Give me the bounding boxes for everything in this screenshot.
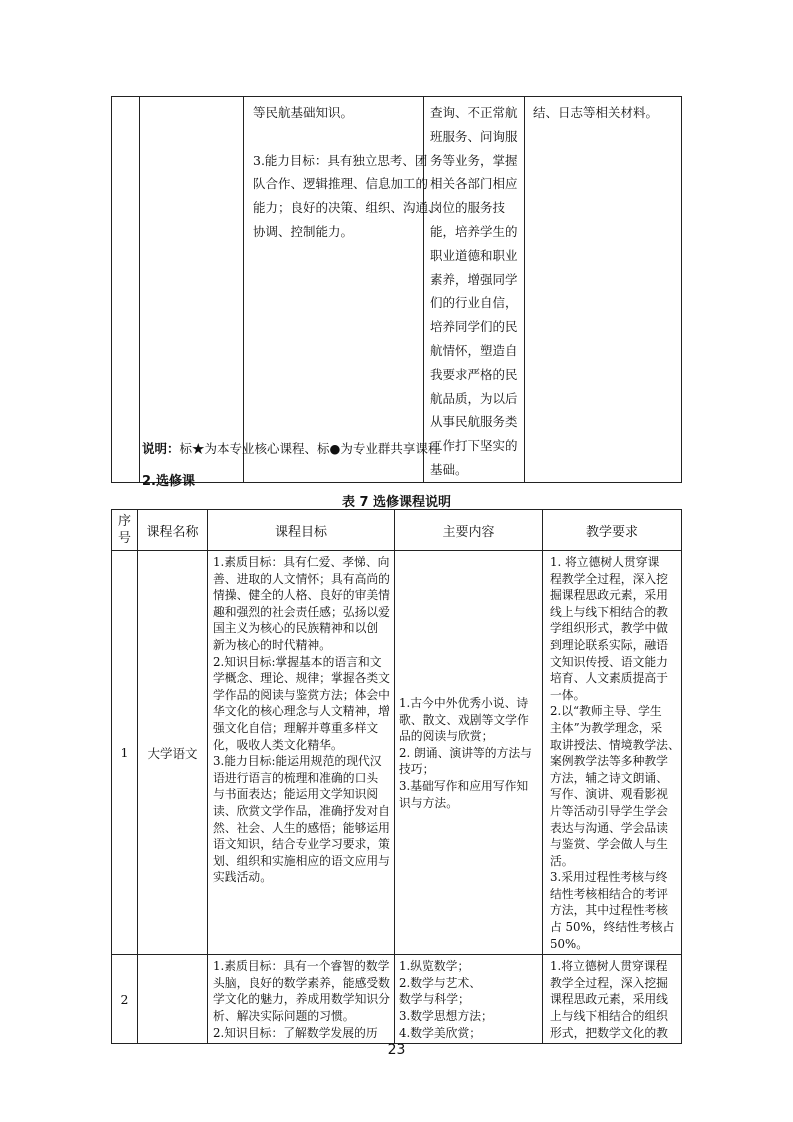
text-line: 学作品的阅读与鉴赏方法；体会中 (213, 687, 390, 702)
text-line: 程教学全过程，深入挖 (550, 571, 668, 586)
course-requirements-text (525, 97, 681, 125)
text-line: 1.素质目标：具有仁爱、孝悌、向 (213, 555, 390, 569)
text-line: 素养，增强同学 (430, 271, 518, 287)
text-line: 方法，辅之诗文朗诵、 (550, 770, 668, 785)
text-line: 形式，把数学文化的教 (550, 1025, 668, 1040)
table-caption: 表 7 选修课程说明 (341, 495, 452, 510)
course-content-cell (395, 551, 543, 955)
text-line: 从事民航服务类 (430, 414, 518, 430)
header-course-name: 课程名称 (138, 510, 208, 551)
text-line: 1. 将立德树人贯穿课 (550, 555, 660, 569)
header-teaching-requirements: 教学要求 (543, 510, 682, 551)
course-content-text (424, 97, 524, 482)
text-line: 实践活动。 (213, 870, 272, 885)
elective-course-table (111, 509, 682, 1044)
text-line: 3.能力目标:能运用规范的现代汉 (213, 754, 382, 769)
text-line: 2.以“教师主导、学生 (550, 704, 662, 719)
text-line: 析、解决实际问题的习惯。 (213, 1009, 355, 1024)
text-line: 歌、散文、戏剧等文学作 (399, 712, 529, 727)
text-line: 识与方法。 (399, 795, 458, 810)
text-line: 语进行语言的梳理和准确的口头 (213, 770, 379, 785)
text-line: 3.基础写作和应用写作知 (399, 779, 529, 794)
table-row (112, 955, 682, 1044)
text-line: 航情怀，塑造自 (430, 342, 518, 358)
text-line: 1.将立德树人贯穿课程 (550, 959, 668, 974)
text-line: 学文化的魅力，养成用数学知识分 (213, 992, 390, 1007)
text-line: 学概念、理论、规律；掌握各类文 (213, 671, 390, 686)
course-goals-cell (244, 97, 441, 483)
text-line: 表达与沟通、学会品读 (550, 820, 668, 835)
text-line: 国主义为核心的民族精神和以创 (213, 621, 379, 636)
text-line: 到理论联系实际，融语 (550, 637, 668, 652)
text-line: 化，吸收人类文化精华。 (213, 737, 343, 752)
text-line: 写作、演讲、观看影视 (550, 787, 668, 802)
course-requirements-text (543, 955, 681, 1043)
course-goals-text (208, 955, 394, 1043)
course-requirements-cell (525, 97, 682, 483)
text-line: 50%。 (550, 936, 589, 951)
text-line: 3.能力目标：具有独立思考、团 (253, 152, 428, 168)
text-line: 案例教学法等多种教学 (550, 754, 668, 769)
text-line: 查询、不正常航 (430, 105, 518, 120)
course-name-cell (138, 955, 208, 1044)
text-line: 2.知识目标:掌握基本的语言和文 (213, 654, 382, 669)
text-line: 数学与科学； (399, 992, 470, 1007)
text-line: 强文化自信；理解并尊重多样文 (213, 720, 379, 735)
course-content-text (395, 955, 542, 1043)
continued-course-table (111, 96, 682, 483)
text-line: 能，培养学生的 (430, 223, 518, 239)
text-line: 与书面表达；能运用文学知识阅 (213, 787, 379, 802)
text-line: 趣和强烈的社会责任感；弘扬以爱 (213, 604, 390, 619)
seq-cell (112, 97, 140, 483)
text-line: 结性考核相结合的考评 (550, 886, 668, 901)
text-line: 2.知识目标：了解数学发展的历 (213, 1025, 378, 1040)
course-content-cell (395, 955, 543, 1044)
text-line: 3.采用过程性考核与终 (550, 870, 668, 885)
text-line: 读、欣赏文学作品，准确抒发对自 (213, 803, 390, 818)
header-main-content: 主要内容 (395, 510, 543, 551)
text-line: 1.素质目标：具有一个睿智的数学 (213, 959, 390, 974)
text-line: 取讲授法、情境教学法、 (550, 737, 680, 752)
text-line: 2. 朗诵、演讲等的方法与 (399, 745, 532, 760)
text-line: 线上与线下相结合的教 (550, 604, 668, 619)
text-line: 能力；良好的决策、组织、沟通、 (253, 200, 441, 216)
header-seq (112, 510, 138, 551)
text-line: 主体”为教学理念，采 (550, 720, 663, 735)
text-line: 培育、人文素质提高于 (550, 671, 668, 686)
text-line: 班服务、问询服 (430, 128, 518, 144)
table-row (112, 551, 682, 955)
text-line: 上与线下相结合的组织 (550, 1009, 668, 1024)
seq-cell: 1 (112, 551, 138, 955)
text-line: 学组织形式，教学中做 (550, 621, 668, 636)
text-line: 活。 (550, 853, 574, 868)
text-line: 掘课程思政元素，采用 (550, 588, 668, 603)
table-header-row (112, 510, 682, 551)
text-line: 基础。 (430, 461, 468, 477)
text-line: 一体。 (550, 687, 586, 702)
course-goals-cell (208, 955, 395, 1044)
text-line: 队合作、逻辑推理、信息加工的 (253, 176, 429, 192)
text-line: 航品质，为以后 (430, 390, 518, 406)
header-seq-line2: 号 (117, 531, 131, 546)
text-line: 善、进取的人文情怀；具有高尚的 (213, 571, 390, 586)
text-line: 占 50%，终结性考核占 (550, 920, 675, 935)
text-line: 结、日志等相关材料。 (533, 105, 659, 120)
course-content-text (395, 692, 542, 813)
text-line: 1.古今中外优秀小说、诗 (399, 696, 529, 711)
text-line: 华文化的核心理念与人文精神，增 (213, 704, 390, 719)
course-goals-text (244, 97, 441, 244)
course-name-cell (140, 97, 244, 483)
text-line: 情操、健全的人格、良好的审美情 (213, 588, 390, 603)
text-line: 工作打下坚实的 (430, 438, 518, 454)
text-line: 语文知识，结合专业学习要求，策 (213, 837, 390, 852)
text-line: 划、组织和实施相应的语文应用与 (213, 853, 390, 868)
text-line: 新为核心的时代精神。 (213, 637, 331, 652)
text-line: 片等活动引导学生学会 (550, 803, 668, 818)
text-line: 然、社会、人生的感悟；能够运用 (213, 820, 390, 835)
text-line: 头脑，良好的数学素养，能感受数 (213, 975, 390, 990)
text-line (253, 125, 417, 149)
text-line: 岗位的服务技 (430, 200, 506, 216)
course-requirements-text (543, 551, 681, 954)
course-content-cell (424, 97, 525, 483)
text-line: 等民航基础知识。 (253, 105, 354, 120)
page-number: 23 (387, 1042, 406, 1058)
course-requirements-cell (543, 955, 682, 1044)
text-line: 方法，其中过程性考核 (550, 903, 668, 918)
course-name-cell: 大学语文 (138, 551, 208, 955)
course-goals-text (208, 551, 394, 888)
text-line: 3.数学思想方法； (399, 1009, 493, 1024)
text-line: 教学全过程，深入挖掘 (550, 975, 668, 990)
text-line: 2.数学与艺术、 (399, 975, 482, 990)
text-line: 品的阅读与欣赏； (399, 729, 494, 744)
text-line: 4.数学美欣赏； (399, 1025, 482, 1040)
note-label: 说明： (142, 441, 180, 456)
header-seq-line1: 序 (117, 514, 131, 529)
text-line: 务等业务，掌握 (430, 152, 518, 168)
text-line: 协调、控制能力。 (253, 223, 354, 239)
course-goals-cell (208, 551, 395, 955)
text-line: 文知识传授、语文能力 (550, 654, 668, 669)
table-row (112, 97, 682, 483)
table-note (142, 439, 440, 457)
text-line: 们的行业自信， (430, 295, 518, 311)
text-line: 培养同学们的民 (430, 319, 518, 335)
text-line: 我要求严格的民 (430, 366, 518, 382)
note-text: 标★为本专业核心课程、标●为专业群共享课程 (179, 441, 441, 456)
text-line: 相关各部门相应 (430, 176, 518, 192)
seq-cell: 2 (112, 955, 138, 1044)
course-requirements-cell (543, 551, 682, 955)
text-line: 技巧； (399, 762, 435, 777)
text-line: 与鉴赏、学会做人与生 (550, 837, 668, 852)
header-course-goals: 课程目标 (208, 510, 395, 551)
section-title: 2.选修课 (142, 474, 195, 489)
text-line: 课程思政元素，采用线 (550, 992, 668, 1007)
text-line: 职业道德和职业 (430, 247, 518, 263)
text-line: 1.纵览数学； (399, 959, 470, 974)
